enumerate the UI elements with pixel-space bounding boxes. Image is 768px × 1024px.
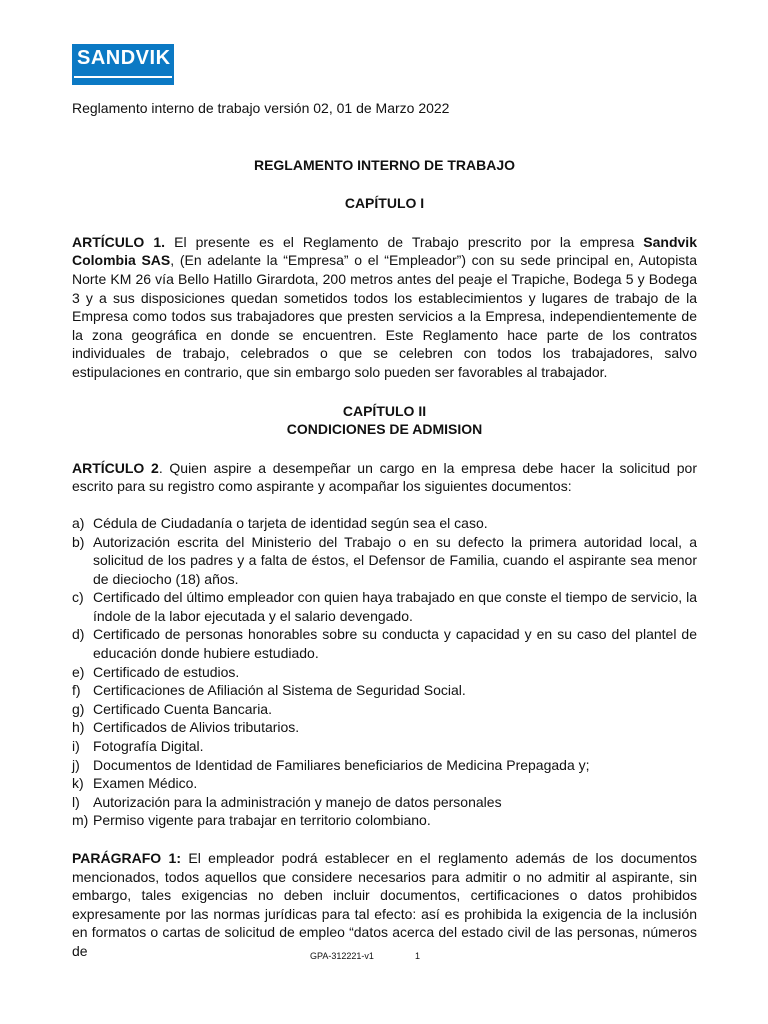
list-item xyxy=(72,774,697,793)
list-item-letter: b) xyxy=(72,533,85,550)
article-2-text: . Quien aspire a desempeñar un cargo en la empresa debe hacer la solicitud por escrito para su registro como aspirante y acompañar los siguientes documentos: xyxy=(72,459,697,495)
list-item-letter: e) xyxy=(72,663,85,680)
list-item xyxy=(72,681,697,700)
list-item xyxy=(72,625,697,662)
article-1-text-a: El presente es el Reglamento de Trabajo prescrito por la empresa xyxy=(165,233,644,250)
list-item xyxy=(72,663,697,682)
list-item xyxy=(72,811,697,830)
list-item-text: Fotografía Digital. xyxy=(93,738,204,755)
list-item-letter: a) xyxy=(72,514,85,531)
article-1-label: ARTÍCULO 1. xyxy=(72,233,166,250)
list-item-text: Certificado de estudios. xyxy=(93,663,240,680)
list-item-letter: h) xyxy=(72,719,85,736)
list-item-text: Autorización escrita del Ministerio del Trabajo o en su defecto la primera autoridad local, a solicitud de los padres y a falta de éstos, el Defensor de Familia, cuando el aspirante sea menor de dieciocho (18) años. xyxy=(93,533,697,587)
sandvik-logo xyxy=(72,44,174,85)
article-2 xyxy=(72,459,697,496)
list-item-text: Examen Médico. xyxy=(93,775,198,792)
article-2-label: ARTÍCULO 2 xyxy=(72,459,159,476)
list-item xyxy=(72,718,697,737)
list-item-text: Certificado Cuenta Bancaria. xyxy=(93,700,272,717)
list-item xyxy=(72,588,697,625)
list-item-text: Autorización para la administración y manejo de datos personales xyxy=(93,793,502,810)
document-title: REGLAMENTO INTERNO DE TRABAJO xyxy=(253,156,516,173)
list-item-letter: f) xyxy=(72,682,81,699)
list-item-text: Cédula de Ciudadanía o tarjeta de identidad según sea el caso. xyxy=(93,514,488,531)
list-item-letter: c) xyxy=(72,589,84,606)
list-item-letter: g) xyxy=(72,700,85,717)
list-item xyxy=(72,793,697,812)
list-item xyxy=(72,737,697,756)
list-item-letter: k) xyxy=(72,775,84,792)
article-1-text-b: , (En adelante la “Empresa” o el “Empleador”) con su sede principal en, Autopista Norte KM 26 vía Bello Hatillo Girardota, 200 metros antes del peaje el Trapiche, Bodega 5 y Bodega 3 y a sus disposiciones quedan sometidos todos los establecimientos y lugares de trabajo de la Empresa como todos sus trabajadores que presten servicios a la Empresa, independientemente de la zona geográfica en donde se encuentren. Este Reglamento hace parte de los contratos individuales de trabajo, celebrados o que se celebren con todos los trabajadores, salvo estipulaciones en contrario, que sin embargo solo pueden ser favorables al trabajador. xyxy=(72,252,697,380)
list-item xyxy=(72,533,697,589)
paragraph-1-text: El empleador podrá establecer en el reglamento además de los documentos mencionados, todos aquellos que considere necesarios para admitir o no admitir al aspirante, sin embargo, tales exigencias no deben incluir documentos, certificaciones o datos prohibidos expresamente por las normas jurídicas para tal efecto: así es prohibida la exigencia de la inclusión en formatos o cartas de solicitud de empleo “datos acerca del estado civil de las personas, números de xyxy=(72,850,697,959)
logo-text: SANDVIK xyxy=(77,47,171,69)
chapter-2-subtitle: CONDICIONES DE ADMISION xyxy=(286,421,483,438)
list-item-letter: d) xyxy=(72,626,85,643)
list-item-text: Permiso vigente para trabajar en territorio colombiano. xyxy=(93,812,431,829)
version-line: Reglamento interno de trabajo versión 02, 01 de Marzo 2022 xyxy=(72,100,450,116)
document-code: GPA-312221-v1 xyxy=(310,951,374,961)
paragraph-1 xyxy=(72,849,697,961)
list-item-text: Certificados de Alivios tributarios. xyxy=(93,719,300,736)
required-documents-list xyxy=(72,514,697,830)
list-item-text: Documentos de Identidad de Familiares beneficiarios de Medicina Prepagada y; xyxy=(93,756,590,773)
list-item-letter: m) xyxy=(72,812,89,829)
article-1 xyxy=(72,233,697,382)
chapter-1-heading: CAPÍTULO I xyxy=(344,195,425,212)
chapter-2-heading: CAPÍTULO II xyxy=(342,402,427,419)
logo-underline xyxy=(74,76,172,78)
list-item-text: Certificado de personas honorables sobre su conducta y capacidad y en su caso del plantel de educación donde hubiere estudiado. xyxy=(93,626,697,662)
list-item-letter: i) xyxy=(72,738,80,755)
document-body xyxy=(72,99,697,961)
company-name: Sandvik Colombia SAS xyxy=(72,233,697,269)
list-item-text: Certificaciones de Afiliación al Sistema de Seguridad Social. xyxy=(93,682,466,699)
list-item-text: Certificado del último empleador con quien haya trabajado en que conste el tiempo de servicio, la índole de la labor ejecutada y el salario devengado. xyxy=(93,589,697,624)
list-item-letter: l) xyxy=(72,793,80,810)
list-item-letter: j) xyxy=(72,756,80,773)
list-item xyxy=(72,700,697,719)
list-item xyxy=(72,756,697,775)
page-number: 1 xyxy=(415,951,421,961)
paragraph-1-label: PARÁGRAFO 1: xyxy=(72,850,181,866)
list-item xyxy=(72,514,697,533)
